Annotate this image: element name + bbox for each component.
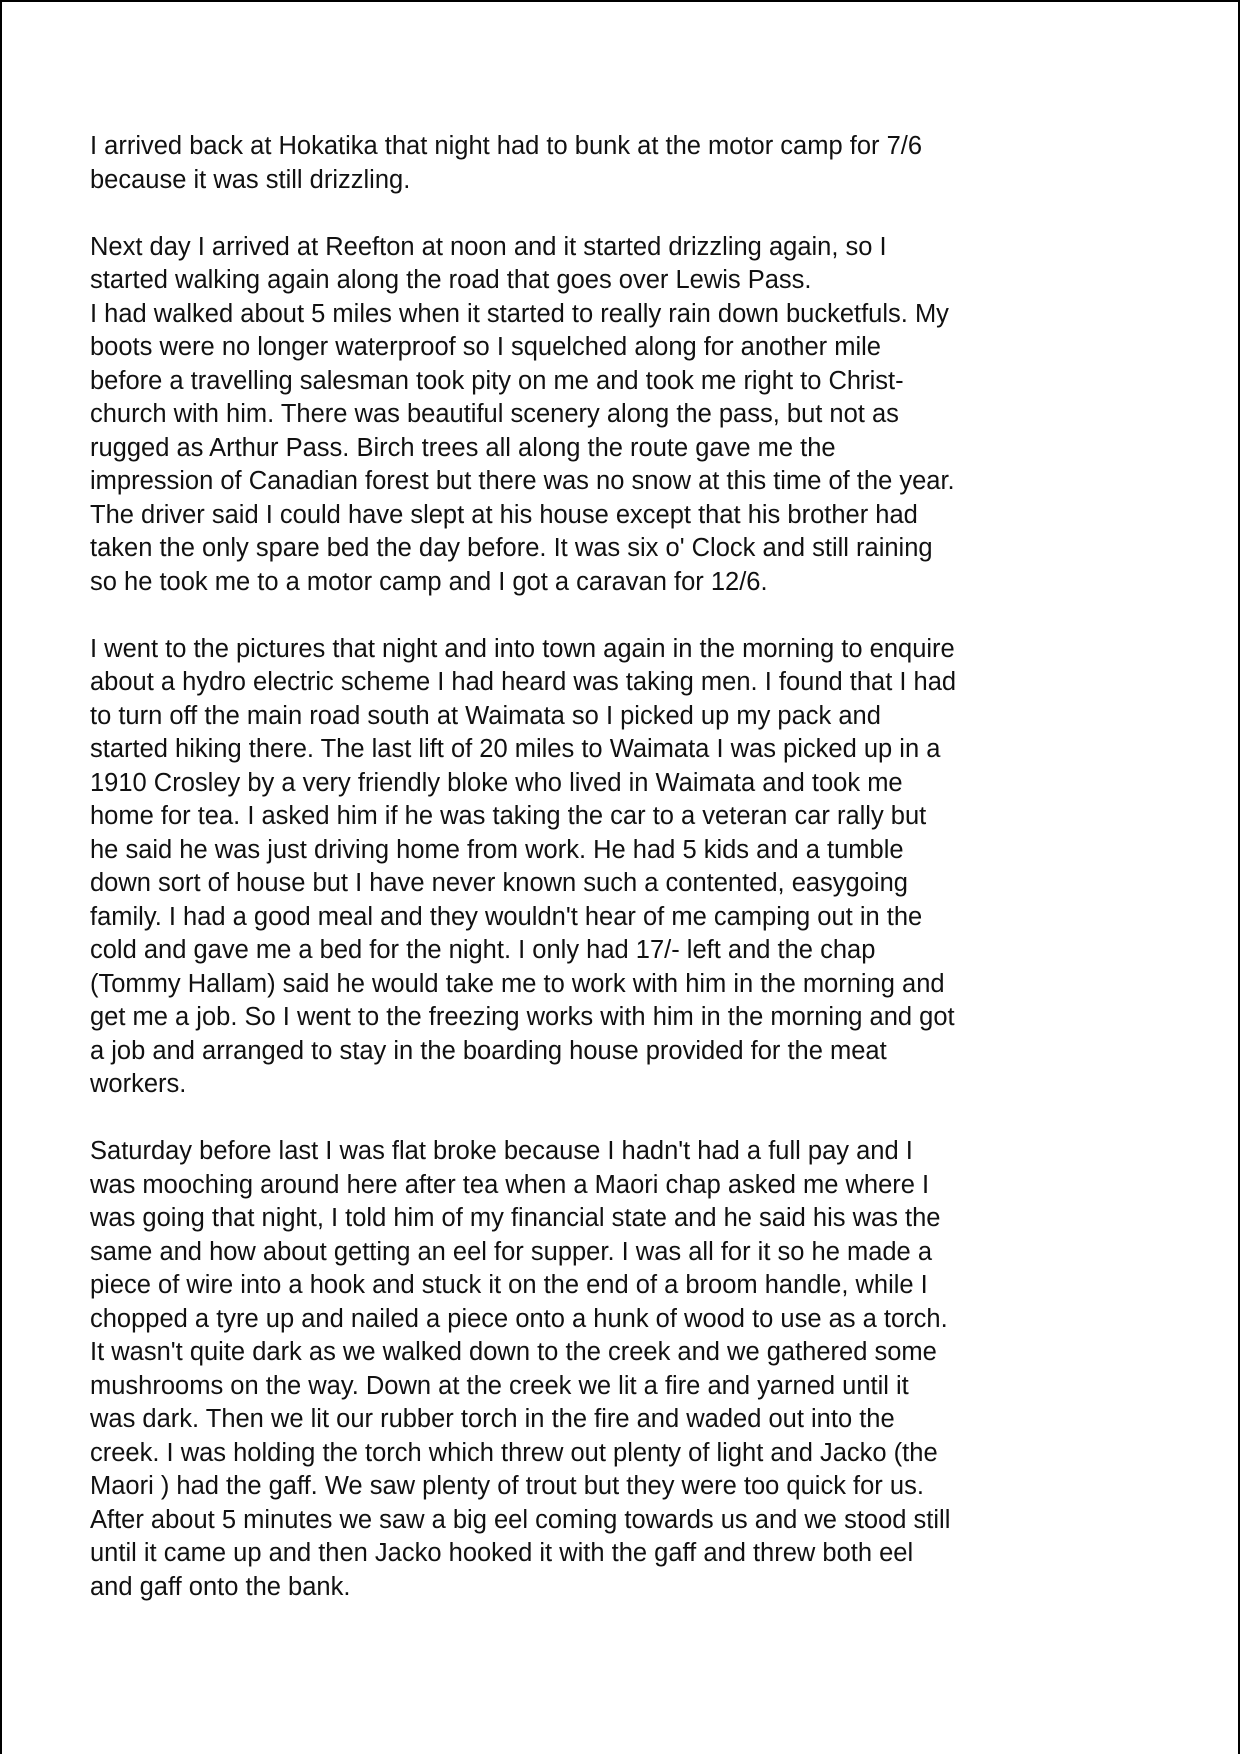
text-line: (Tommy Hallam) said he would take me to work with him in the morning and — [90, 969, 945, 998]
text-line: boots were no longer waterproof so I squelched along for another mile — [90, 333, 881, 361]
text-line: so he took me to a motor camp and I got a caravan for 12/6. — [90, 567, 768, 596]
text-line: because it was still drizzling. — [90, 165, 411, 194]
text-line: to turn off the main road south at Waimata so I picked up my pack and — [90, 701, 881, 730]
text-line: church with him. There was beautiful scenery along the pass, but not as — [90, 400, 899, 428]
text-line: taken the only spare bed the day before. It was six o' Clock and still raining — [90, 534, 933, 562]
text-line: home for tea. I asked him if he was taking the car to a veteran car rally but — [90, 802, 927, 830]
paragraph-hokatika — [90, 130, 1200, 197]
text-line: I arrived back at Hokatika that night had to bunk at the motor camp for 7/6 — [90, 132, 923, 160]
paragraph-waimata — [90, 633, 1200, 1102]
text-line: It wasn't quite dark as we walked down to the creek and we gathered some — [90, 1338, 937, 1366]
text-line: piece of wire into a hook and stuck it on the end of a broom handle, while I — [90, 1271, 928, 1299]
text-line: cold and gave me a bed for the night. I only had 17/- left and the chap — [90, 936, 876, 964]
text-line: and gaff onto the bank. — [90, 1572, 351, 1601]
text-line: mushrooms on the way. Down at the creek we lit a fire and yarned until it — [90, 1371, 909, 1400]
text-line: impression of Canadian forest but there was no snow at this time of the year. — [90, 467, 955, 495]
text-line: same and how about getting an eel for supper. I was all for it so he made a — [90, 1237, 933, 1266]
text-line: get me a job. So I went to the freezing works with him in the morning and got — [90, 1003, 955, 1031]
paragraph-eel-fishing — [90, 1135, 1200, 1604]
text-line: a job and arranged to stay in the boarding house provided for the meat — [90, 1036, 887, 1065]
text-line: Next day I arrived at Reefton at noon and it started drizzling again, so I — [90, 232, 887, 261]
text-line: The driver said I could have slept at his house except that his brother had — [90, 500, 918, 529]
text-line: he said he was just driving home from work. He had 5 kids and a tumble — [90, 835, 904, 864]
text-line: family. I had a good meal and they wouldn't hear of me camping out in the — [90, 902, 923, 931]
text-line: After about 5 minutes we saw a big eel coming towards us and we stood still — [90, 1505, 951, 1534]
text-line: 1910 Crosley by a very friendly bloke who lived in Waimata and took me — [90, 768, 903, 797]
text-line: chopped a tyre up and nailed a piece onto a hunk of wood to use as a torch. — [90, 1304, 948, 1333]
text-line: was dark. Then we lit our rubber torch in the fire and waded out into the — [90, 1405, 895, 1433]
text-line: about a hydro electric scheme I had heard was taking men. I found that I had — [90, 668, 957, 696]
text-line: was going that night, I told him of my financial state and he said his was the — [90, 1204, 941, 1232]
text-line: started walking again along the road that goes over Lewis Pass. — [90, 266, 812, 294]
text-line: started hiking there. The last lift of 20 miles to Waimata I was picked up in a — [90, 735, 941, 763]
text-line: I had walked about 5 miles when it started to really rain down bucketfuls. My — [90, 299, 949, 328]
text-line: creek. I was holding the torch which threw out plenty of light and Jacko (the — [90, 1438, 938, 1467]
document-body — [90, 130, 1200, 1638]
text-line: was mooching around here after tea when a Maori chap asked me where I — [90, 1170, 930, 1199]
text-line: before a travelling salesman took pity on me and took me right to Christ- — [90, 366, 904, 395]
text-line: Maori ) had the gaff. We saw plenty of trout but they were too quick for us. — [90, 1472, 924, 1500]
text-line: down sort of house but I have never known such a contented, easygoing — [90, 869, 908, 897]
text-line: Saturday before last I was flat broke because I hadn't had a full pay and I — [90, 1137, 913, 1165]
text-line: workers. — [90, 1070, 187, 1098]
text-line: until it came up and then Jacko hooked it with the gaff and threw both eel — [90, 1539, 914, 1567]
text-line: rugged as Arthur Pass. Birch trees all along the route gave me the — [90, 433, 836, 462]
text-line: I went to the pictures that night and into town again in the morning to enquire — [90, 634, 955, 663]
paragraph-reefton — [90, 231, 1200, 298]
paragraph-lewis-pass — [90, 298, 1200, 600]
